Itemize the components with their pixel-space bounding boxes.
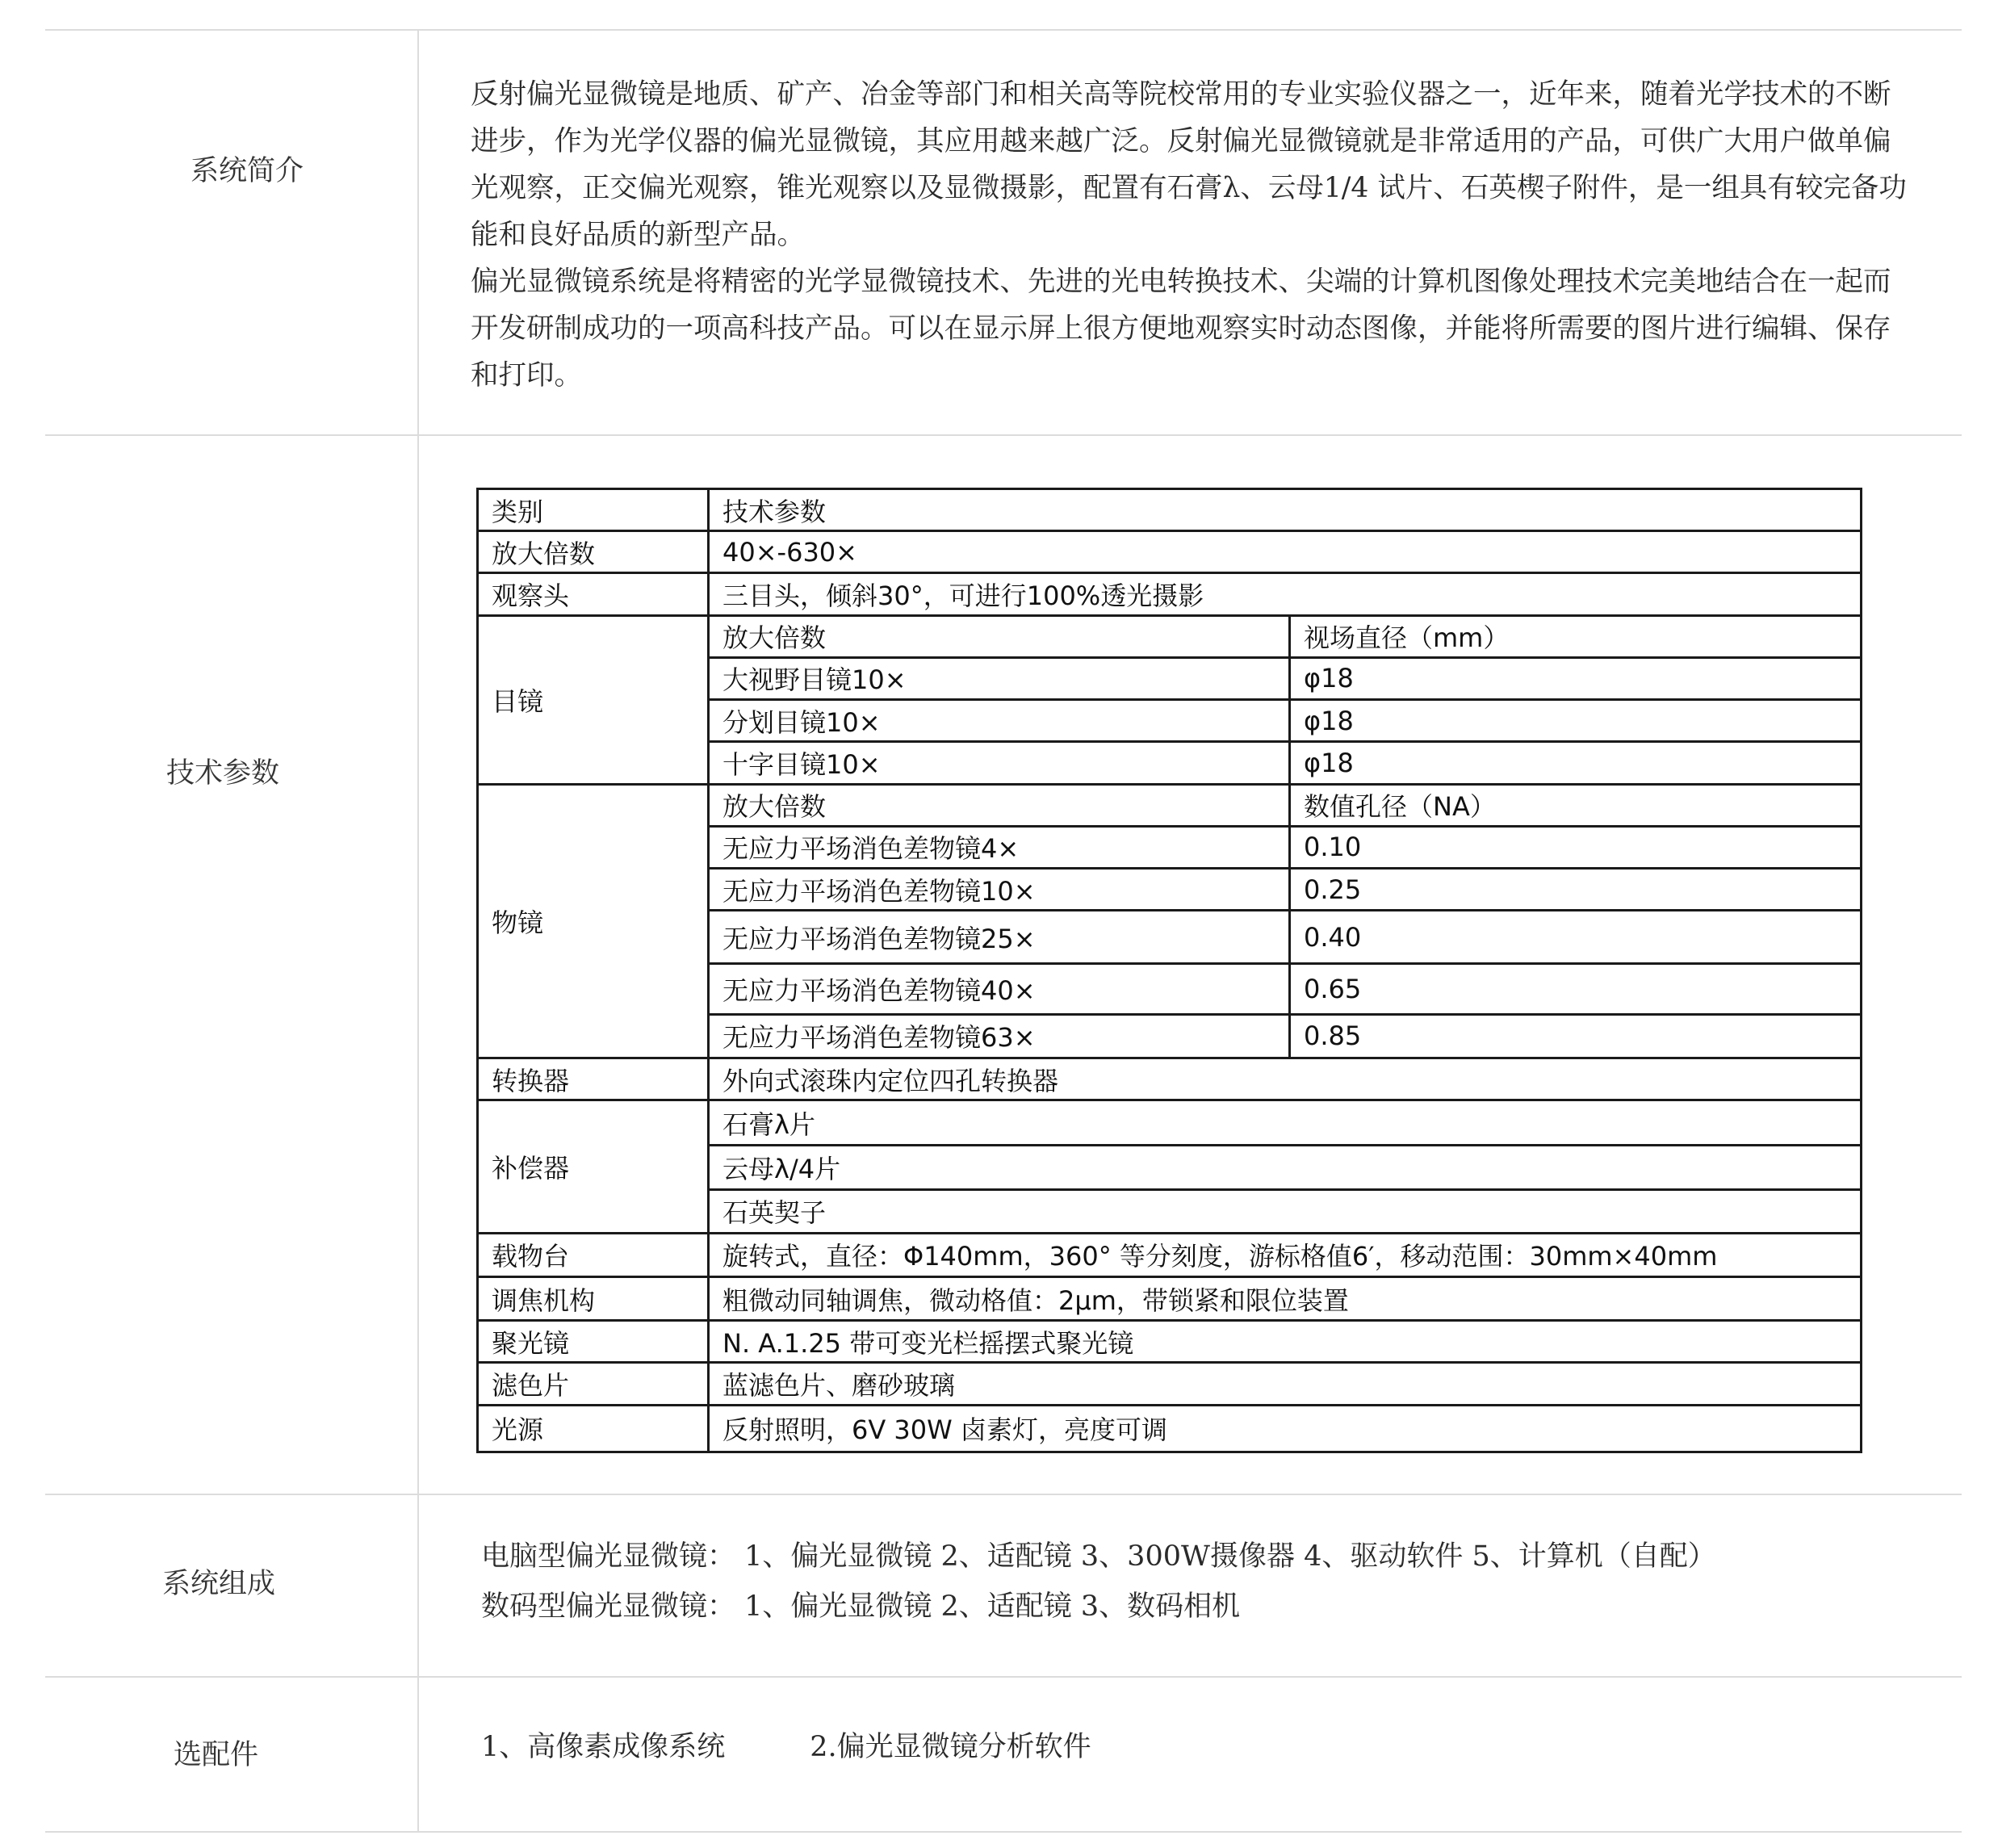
table-cell: 无应力平场消色差物镜4× xyxy=(709,826,1290,868)
table-row xyxy=(478,1058,1862,1100)
table-cell: N. A.1.25 带可变光栏摇摆式聚光镜 xyxy=(709,1321,1862,1363)
table-cell: 目镜 xyxy=(478,615,709,784)
table-row xyxy=(478,784,1862,826)
table-cell: 反射照明，6V 30W 卤素灯，亮度可调 xyxy=(709,1405,1862,1452)
table-row xyxy=(478,1277,1862,1321)
divider-after-specs xyxy=(45,1494,1962,1495)
divider-bottom xyxy=(45,1831,1962,1833)
table-cell: φ18 xyxy=(1290,700,1862,742)
table-cell: 放大倍数 xyxy=(709,784,1290,826)
table-cell: 分划目镜10× xyxy=(709,700,1290,742)
table-cell: 无应力平场消色差物镜10× xyxy=(709,868,1290,910)
table-cell: 补偿器 xyxy=(478,1100,709,1234)
table-cell: 无应力平场消色差物镜25× xyxy=(709,911,1290,964)
table-row xyxy=(478,573,1862,615)
table-cell: 0.10 xyxy=(1290,826,1862,868)
label-specs: 技术参数 xyxy=(166,757,280,790)
composition-line-2: 数码型偏光显微镜： 1、偏光显微镜 2、适配镜 3、数码相机 xyxy=(481,1590,1241,1623)
spec-table xyxy=(476,488,1860,1453)
intro-paragraph-1: 反射偏光显微镜是地质、矿产、冶金等部门和相关高等院校常用的专业实验仪器之一，近年来，随着光学技术的不断进步，作为光学仪器的偏光显微镜，其应用越来越广泛。反射偏光显微镜就是非常适用的产品，可供广大用户做单偏光观察，正交偏光观察，锥光观察以及显微摄影，配置有石膏λ、云母1/4 试片、石英楔子附件，是一组具有较完备功能和良好品质的新型产品。 xyxy=(471,78,1907,251)
divider-after-composition xyxy=(45,1676,1962,1678)
table-cell: 放大倍数 xyxy=(478,531,709,573)
table-cell: 外向式滚珠内定位四孔转换器 xyxy=(709,1058,1862,1100)
table-cell: 大视野目镜10× xyxy=(709,657,1290,699)
column-divider xyxy=(417,29,419,1833)
table-row xyxy=(478,1405,1862,1452)
table-cell: 0.25 xyxy=(1290,868,1862,910)
table-cell: 粗微动同轴调焦，微动格值：2μm，带锁紧和限位装置 xyxy=(709,1277,1862,1321)
table-cell: 旋转式，直径：Φ140mm，360° 等分刻度，游标格值6′，移动范围：30mm×40mm xyxy=(709,1233,1862,1276)
table-cell: φ18 xyxy=(1290,742,1862,784)
table-cell: 三目头，倾斜30°，可进行100%透光摄影 xyxy=(709,573,1862,615)
label-intro: 系统简介 xyxy=(191,155,304,187)
table-cell: 蓝滤色片、磨砂玻璃 xyxy=(709,1363,1862,1405)
table-cell: 滤色片 xyxy=(478,1363,709,1405)
table-cell: 转换器 xyxy=(478,1058,709,1100)
table-cell: 石英契子 xyxy=(709,1189,1862,1233)
table-row xyxy=(478,489,1862,531)
options-text: 1、高像素成像系统 2.偏光显微镜分析软件 xyxy=(481,1731,1091,1763)
table-cell: 0.40 xyxy=(1290,911,1862,964)
table-cell: 数值孔径（NA） xyxy=(1290,784,1862,826)
label-options: 选配件 xyxy=(174,1739,259,1771)
table-cell: 调焦机构 xyxy=(478,1277,709,1321)
table-row xyxy=(478,1100,1862,1146)
table-cell: 石膏λ片 xyxy=(709,1100,1862,1146)
divider-after-intro xyxy=(45,434,1962,436)
table-cell: 聚光镜 xyxy=(478,1321,709,1363)
table-cell: 技术参数 xyxy=(709,489,1862,531)
table-row xyxy=(478,615,1862,657)
composition-line-1: 电脑型偏光显微镜： 1、偏光显微镜 2、适配镜 3、300W摄像器 4、驱动软件 5、计算机（自配） xyxy=(481,1540,1716,1573)
table-cell: 云母λ/4片 xyxy=(709,1146,1862,1189)
intro-paragraph-2: 偏光显微镜系统是将精密的光学显微镜技术、先进的光电转换技术、尖端的计算机图像处理技术完美地结合在一起而开发研制成功的一项高科技产品。可以在显示屏上很方便地观察实时动态图像，并能将所需要的图片进行编辑、保存和打印。 xyxy=(471,266,1891,392)
table-row xyxy=(478,1363,1862,1405)
table-cell: φ18 xyxy=(1290,657,1862,699)
table-cell: 类别 xyxy=(478,489,709,531)
table-cell: 40×-630× xyxy=(709,531,1862,573)
table-cell: 观察头 xyxy=(478,573,709,615)
intro-text xyxy=(471,71,1908,399)
table-cell: 十字目镜10× xyxy=(709,742,1290,784)
table-cell: 0.65 xyxy=(1290,964,1862,1014)
table-row xyxy=(478,531,1862,573)
table-cell: 无应力平场消色差物镜63× xyxy=(709,1014,1290,1058)
table-cell: 放大倍数 xyxy=(709,615,1290,657)
table-row xyxy=(478,1321,1862,1363)
table-cell: 0.85 xyxy=(1290,1014,1862,1058)
table-cell: 无应力平场消色差物镜40× xyxy=(709,964,1290,1014)
table-cell: 物镜 xyxy=(478,784,709,1058)
table-row xyxy=(478,1233,1862,1276)
label-composition: 系统组成 xyxy=(162,1568,276,1600)
table-cell: 视场直径（mm） xyxy=(1290,615,1862,657)
table-cell: 光源 xyxy=(478,1405,709,1452)
table-cell: 载物台 xyxy=(478,1233,709,1276)
divider-top xyxy=(45,29,1962,31)
